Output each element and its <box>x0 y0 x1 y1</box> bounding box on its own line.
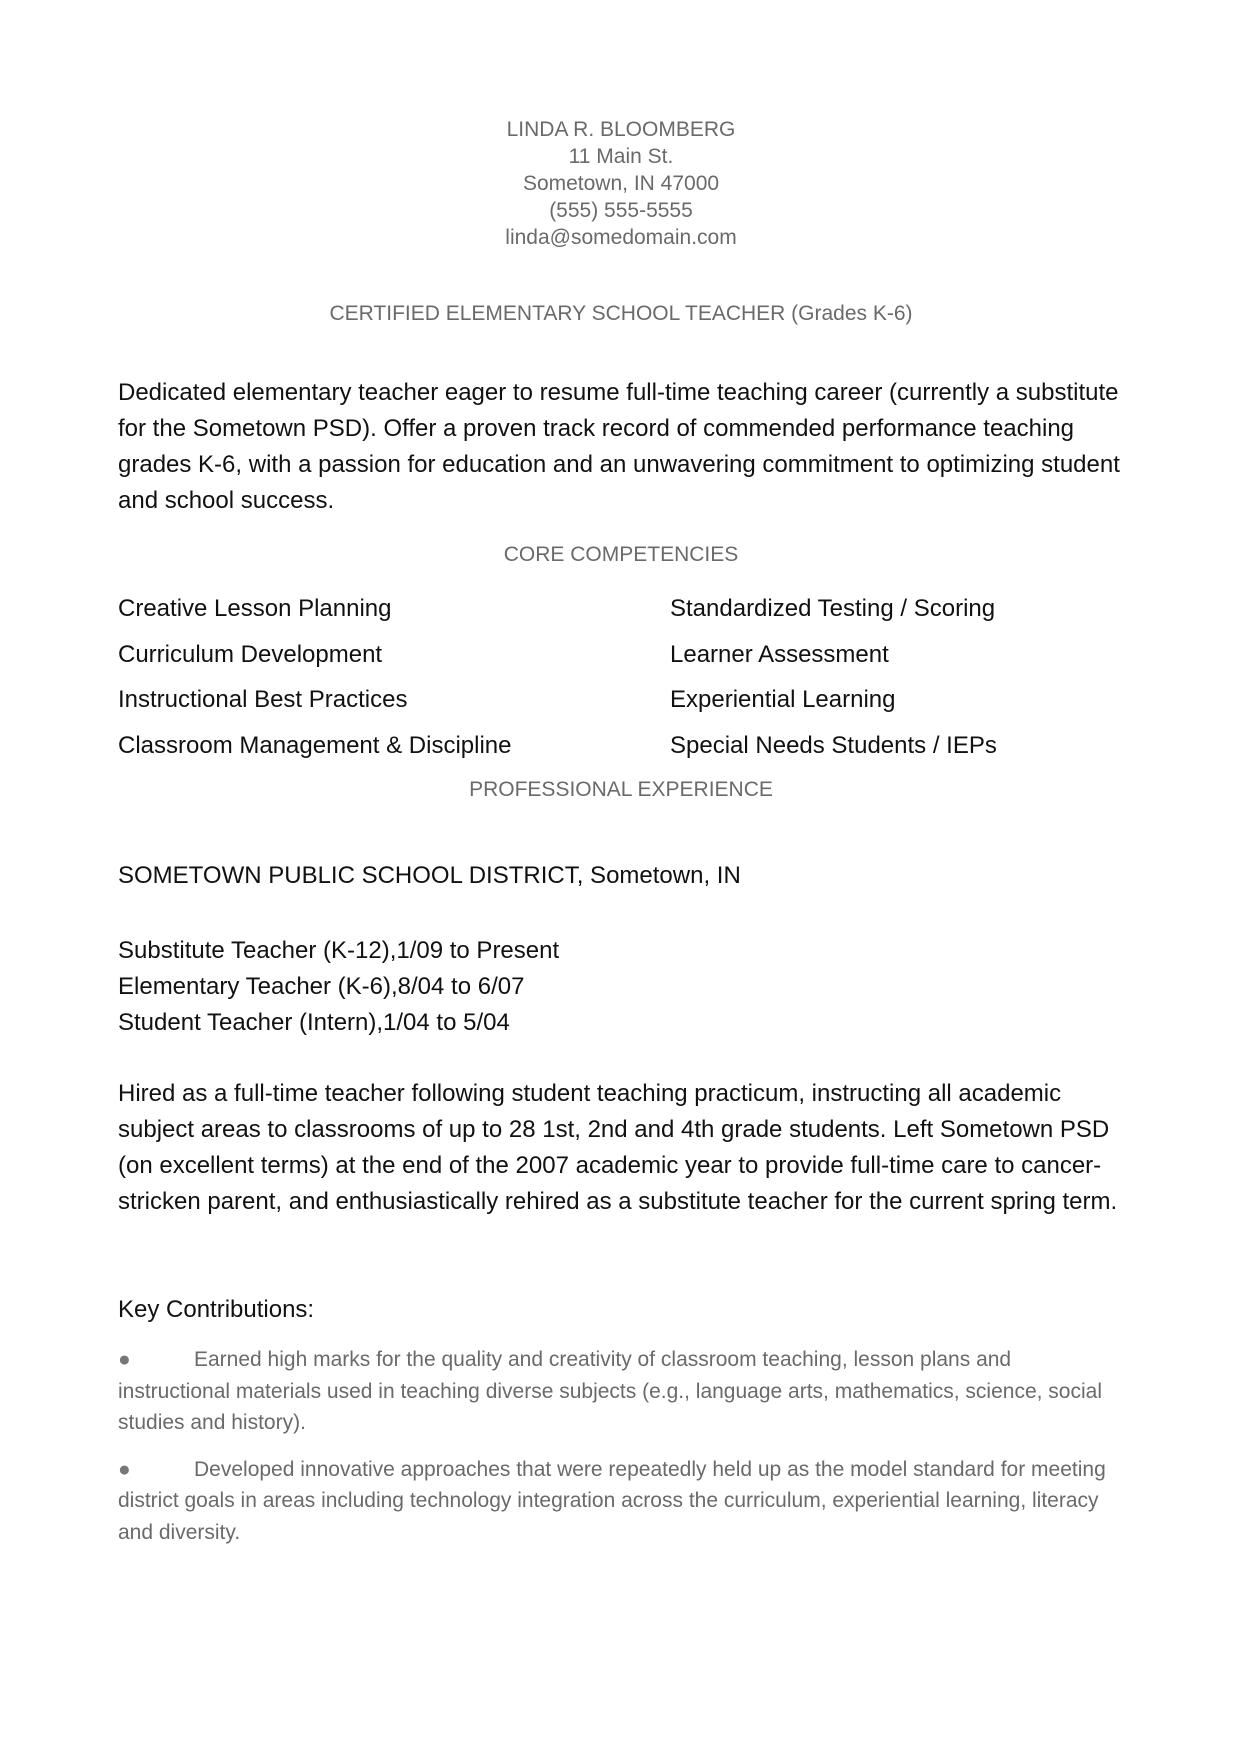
competency-item: Creative Lesson Planning <box>118 595 392 622</box>
contact-city: Sometown, IN 47000 <box>522 172 720 195</box>
resume-headline: CERTIFIED ELEMENTARY SCHOOL TEACHER (Grades K-6) <box>329 302 913 325</box>
contribution-item <box>118 1344 1128 1439</box>
contact-header <box>0 116 1242 251</box>
contact-street: 11 Main St. <box>568 145 674 168</box>
bullet-icon: ● <box>118 1457 131 1481</box>
key-contributions-label: Key Contributions: <box>118 1296 315 1323</box>
employer-name: SOMETOWN PUBLIC SCHOOL DISTRICT, Sometown, IN <box>118 862 741 889</box>
contact-email: linda@somedomain.com <box>505 226 737 249</box>
contact-phone: (555) 555-5555 <box>549 199 693 222</box>
role-line: Student Teacher (Intern),1/04 to 5/04 <box>118 1009 510 1036</box>
competency-item: Classroom Management & Discipline <box>118 731 512 759</box>
summary-paragraph: Dedicated elementary teacher eager to resume full-time teaching career (currently a substitute for the Sometown PSD). Offer a proven track record of commended performance teaching grades K-6, with a passion for education and an unwavering commitment to optimizing student and school success. <box>118 379 1120 514</box>
competency-item: Special Needs Students / IEPs <box>670 731 997 759</box>
role-list <box>118 933 559 1041</box>
contributions-list <box>118 1344 1128 1563</box>
competencies-title: CORE COMPETENCIES <box>503 543 739 566</box>
contribution-text: Developed innovative approaches that were repeatedly held up as the model standard for meeting district goals in areas including technology integration across the curriculum, experiential learning, literacy and diversity. <box>118 1457 1106 1544</box>
contact-name: LINDA R. BLOOMBERG <box>506 118 736 141</box>
contribution-item <box>118 1454 1128 1549</box>
role-line: Elementary Teacher (K-6),8/04 to 6/07 <box>118 973 525 1000</box>
contribution-text: Earned high marks for the quality and creativity of classroom teaching, lesson plans and instructional materials used in teaching diverse subjects (e.g., language arts, mathematics, science, social studies and history). <box>118 1348 1102 1434</box>
competencies-grid <box>118 586 1128 768</box>
competency-item: Learner Assessment <box>670 640 889 668</box>
experience-title: PROFESSIONAL EXPERIENCE <box>469 778 773 801</box>
competency-item: Curriculum Development <box>118 640 383 668</box>
competency-item: Standardized Testing / Scoring <box>670 595 996 622</box>
bullet-icon: ● <box>118 1348 131 1371</box>
role-line: Substitute Teacher (K-12),1/09 to Present <box>118 937 560 964</box>
competency-item: Experiential Learning <box>670 686 896 713</box>
competency-item: Instructional Best Practices <box>118 686 408 713</box>
job-description: Hired as a full-time teacher following student teaching practicum, instructing all academic subject areas to classrooms of up to 28 1st, 2nd and 4th grade students. Left Sometown PSD (on excellent terms) at the end of the 2007 academic year to provide full-time care to cancer-stricken parent, and enthusiastically rehired as a substitute teacher for the current spring term. <box>118 1080 1118 1215</box>
